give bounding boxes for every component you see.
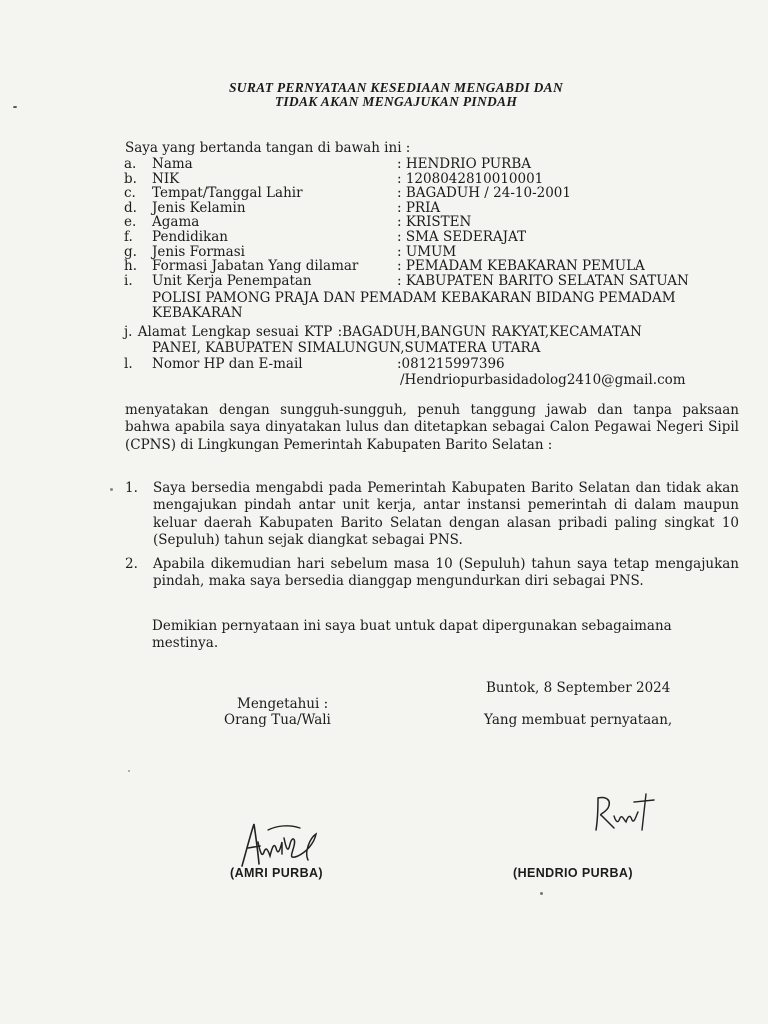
field-label: Tempat/Tanggal Lahir (152, 185, 303, 202)
field-value: : KRISTEN (397, 214, 472, 231)
field-row (124, 274, 744, 289)
field-letter: d. (124, 199, 137, 216)
left-signature-role: Orang Tua/Wali (224, 712, 331, 728)
field-label: Pendidikan (152, 228, 229, 245)
closing-text: Demikian pernyataan ini saya buat untuk dapat dipergunakan sebagaimana mestinya. (152, 618, 672, 652)
field-email: /Hendriopurbasidadolog2410@gmail.com (400, 372, 686, 388)
field-value: : PRIA (397, 199, 441, 216)
place-date: Buntok, 8 September 2024 (486, 680, 671, 696)
document-title-line-1: SURAT PERNYATAAN KESEDIAAN MENGABDI DAN (228, 80, 564, 95)
field-value: : HENDRIO PURBA (397, 156, 532, 172)
field-label: NIK (152, 170, 180, 187)
field-row (124, 230, 744, 245)
field-letter: a. (124, 156, 137, 172)
field-letter: c. (124, 185, 136, 202)
field-row (124, 245, 744, 260)
point-number: 1. (125, 480, 138, 496)
field-letter: f. (124, 228, 133, 245)
field-letter: e. (124, 214, 137, 231)
point-number: 2. (125, 556, 138, 572)
statement-paragraph: menyatakan dengan sungguh-sungguh, penuh tanggung jawab dan tanpa paksaan bahwa apabila saya dinyatakan lulus dan ditetapkan sebagai Calon Pegawai Negeri Sipil (CPNS) di Lingkungan Pemerintah Kabupaten Barito Selatan : (125, 402, 739, 453)
right-signatory-name: (HENDRIO PURBA) (513, 866, 633, 880)
point-text: Saya bersedia mengabdi pada Pemerintah Kabupaten Barito Selatan dan tidak akan mengajukan pindah antar unit kerja, antar instansi pemerintah di dalam maupun keluar daerah Kabupaten Barito Selatan dengan alasan pribadi paling singkat 10 (Sepuluh) tahun sejak diangkat sebagai PNS. (153, 480, 739, 548)
field-label: Agama (152, 214, 200, 231)
field-address-line-1: j. Alamat Lengkap sesuai KTP :BAGADUH,BANGUN RAKYAT,KECAMATAN (124, 324, 642, 340)
field-label: Formasi Jabatan Yang dilamar (152, 258, 359, 275)
field-value: :081215997396 (397, 356, 505, 372)
field-row (124, 172, 744, 187)
document-title-line-2: TIDAK AKAN MENGAJUKAN PINDAH (274, 94, 518, 109)
left-signature-heading: Mengetahui : (237, 696, 329, 712)
intro-text: Saya yang bertanda tangan di bawah ini : (125, 140, 411, 156)
closing-paragraph (152, 618, 739, 653)
field-value: : KABUPATEN BARITO SELATAN SATUAN (397, 272, 689, 289)
field-letter: g. (124, 243, 137, 260)
field-value: : BAGADUH / 24-10-2001 (397, 185, 571, 202)
field-label: Nomor HP dan E-mail (152, 356, 303, 372)
right-handwritten-signature (588, 790, 658, 838)
field-i-continuation-1: POLISI PAMONG PRAJA DAN PEMADAM KEBAKARAN BIDANG PEMADAM (152, 290, 676, 306)
field-label: Nama (152, 156, 193, 172)
field-row (124, 215, 744, 230)
left-handwritten-signature (228, 808, 328, 874)
field-value: : PEMADAM KEBAKARAN PEMULA (397, 258, 645, 275)
field-letter: b. (124, 170, 137, 187)
field-address-line-2: PANEI, KABUPATEN SIMALUNGUN,SUMATERA UTARA (152, 340, 541, 356)
left-signatory-name: (AMRI PURBA) (230, 866, 323, 880)
point-text: Apabila dikemudian hari sebelum masa 10 (Sepuluh) tahun saya tetap mengajukan pindah, maka saya bersedia dianggap mengundurkan diri sebagai PNS. (153, 556, 739, 590)
field-letter: h. (124, 258, 137, 275)
field-row (124, 186, 744, 201)
field-value: : UMUM (397, 243, 457, 260)
field-row (124, 259, 744, 274)
field-letter: l. (124, 356, 133, 372)
field-label: Unit Kerja Penempatan (152, 272, 312, 289)
identity-fields (124, 157, 744, 288)
field-i-continuation-2: KEBAKARAN (152, 305, 243, 321)
field-row (124, 201, 744, 216)
scan-speck (128, 770, 130, 772)
right-signature-role: Yang membuat pernyataan, (484, 712, 673, 728)
field-phone-email (124, 357, 744, 372)
field-label: Jenis Formasi (152, 243, 245, 260)
scan-speck (540, 892, 543, 895)
scan-speck (13, 106, 17, 108)
field-value: : 1208042810010001 (397, 170, 544, 187)
field-label: Jenis Kelamin (152, 199, 246, 216)
field-value: : SMA SEDERAJAT (397, 228, 527, 245)
field-row (124, 157, 744, 172)
field-letter: i. (124, 272, 133, 289)
scan-speck (110, 488, 113, 491)
